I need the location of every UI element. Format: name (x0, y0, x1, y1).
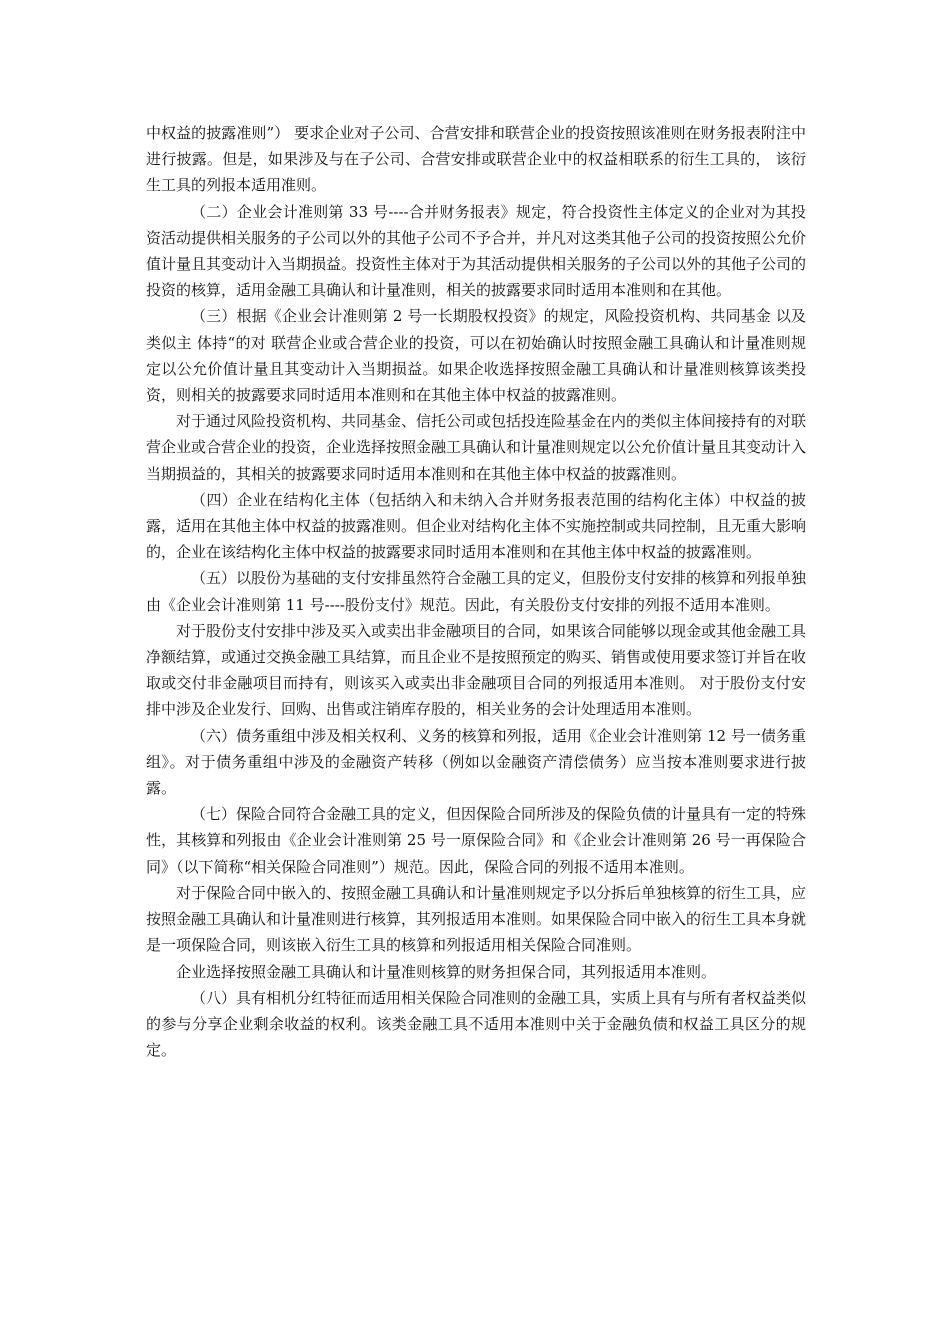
paragraph-item-7: （七）保险合同符合金融工具的定义，但因保险合同所涉及的保险负债的计量具有一定的特殊性，其核算和列报由《企业会计准则第 25 号一原保险合同》和《企业会计准则第 26 号一再保险合同》（以下简称“相关保险合同准则”）规范。因此，保险合同的列报不适用本准则。 (146, 805, 807, 876)
paragraph-item-6: （六）债务重组中涉及相关权利、义务的核算和列报，适用《企业会计准则第 12 号一债务重组》。对于债务重组中涉及的金融资产转移（例如以金融资产清偿债务）应当按本准则要求进行披露。 (146, 726, 806, 798)
paragraph-continuation: 中权益的披露准则”） 要求企业对子公司、合营安排和联营企业的投资按照该准则在财务报表附注中进行披露。但是，如果涉及与在子公司、合营安排或联营企业中的权益相联系的衍生工具的， 该衍生工具的列报本适用准则。 (146, 124, 806, 195)
paragraph-item-5: （五）以股份为基础的支付安排虽然符合金融工具的定义，但股份支付安排的核算和列报单独由《企业会计准则第 11 号----股份支付》规范。因此，有关股份支付安排的列报不适用本准则。 (146, 569, 807, 614)
paragraph-item-4: （四）企业在结构化主体（包括纳入和未纳入合并财务报表范围的结构化主体）中权益的披露，适用在其他主体中权益的披露准则。但企业对结构化主体不实施控制或共同控制，且无重大影响的，企业在该结构化主体中权益的披露要求同时适用本准则和在其他主体中权益的披露准则。 (146, 490, 807, 562)
paragraph-item-3-note: 对于通过风险投资机构、共同基金、信托公司或包括投连险基金在内的类似主体间接持有的对联营企业或合营企业的投资，企业选择按照金融工具确认和计量准则规定以公允价值计量且其变动计入当期损益的，其相关的披露要求同时适用本准则和在其他主体中权益的披露准则。 (146, 412, 807, 483)
paragraph-item-5-note: 对于股份支付安排中涉及买入或卖出非金融项目的合同，如果该合同能够以现金或其他金融工具净额结算，或通过交换金融工具结算，而且企业不是按照预定的购买、销售或使用要求签订并旨在收取或交付非金融项目而持有，则该买入或卖出非金融项目合同的列报适用本准则。 对于股份支付安排中涉及企业发行、回购、出售或注销库存股的，相关业务的会计处理适用本准则。 (146, 621, 807, 719)
paragraph-item-7-guarantee: 企业选择按照金融工具确认和计量准则核算的财务担保合同，其列报适用本准则。 (176, 962, 717, 981)
document-page (146, 120, 806, 1063)
paragraph-item-2: （二）企业会计准则第 33 号----合并财务报表》规定，符合投资性主体定义的企业对为其投资活动提供相关服务的子公司以外的其他子公司不予合并，并凡对这类其他子公司的投资按照公允价值计量且其变动计入当期损益。投资性主体对于为其活动提供相关服务的子公司以外的其他子公司的投资的核算，适用金融工具确认和计量准则，相关的披露要求同时适用本准则和在其他。 (146, 202, 807, 300)
paragraph-item-7-note: 对于保险合同中嵌入的、按照金融工具确认和计量准则规定予以分拆后单独核算的衍生工具，应按照金融工具确认和计量准则进行核算，其列报适用本准则。如果保险合同中嵌入的衍生工具本身就是一项保险合同，则该嵌入衍生工具的核算和列报适用相关保险合同准则。 (146, 883, 807, 955)
paragraph-item-8: （八）具有相机分红特征而适用相关保险合同准则的金融工具，实质上具有与所有者权益类似的参与分享企业剩余收益的权利。该类金融工具不适用本准则中关于金融负债和权益工具区分的规定。 (146, 988, 807, 1060)
paragraph-item-3: （三）根据《企业会计准则第 2 号一长期股权投资》的规定，风险投资机构、共同基金 以及类似主 体持“的对 联营企业或合营企业的投资，可以在初始确认时按照金融工具确认和计量准则规定以公允价值计量且其变动计入当期损益。如果企收选择按照金融工具确认和计量准则核算该类投资，则相关的披露要求同时适用本准则和在其他主体中权益的披露准则。 (146, 307, 806, 405)
